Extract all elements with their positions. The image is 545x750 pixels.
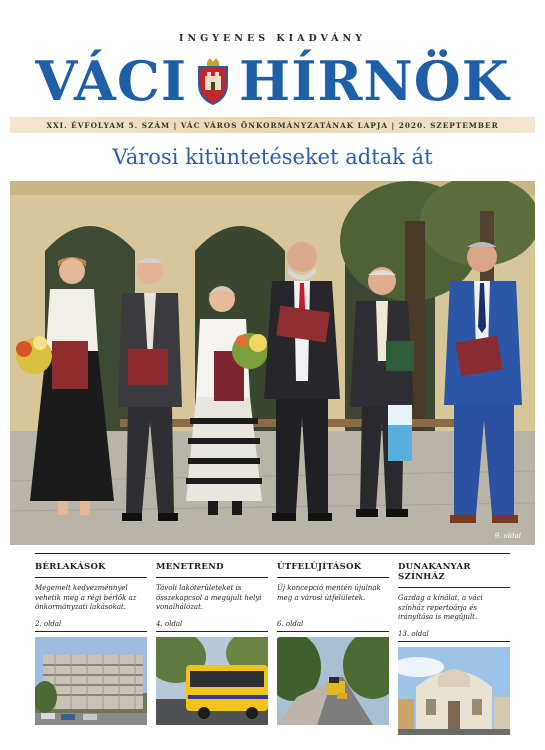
teaser-text: Távoli lakóterületeket is összekapcsol a megújult helyi vonalhálózat.	[156, 584, 262, 611]
issue-line: XXI. ÉVFOLYAM 5. SZÁM | VÁC VÁROS ÖNKORMÁNYZATÁNAK LAPJA | 2020. SZEPTEMBER	[10, 117, 535, 133]
teaser-image-roadworks	[277, 637, 389, 725]
cover-headline: Városi kitüntetéseket adtak át	[112, 145, 433, 169]
photo-page-reference: 9. oldal	[494, 532, 521, 540]
teaser-image-housing	[35, 637, 147, 725]
teaser-title: ÚTFELÚJÍTÁSOK	[277, 554, 389, 578]
teaser-text: Megemelt kedvezménnyel vehetik meg a régi bérlők az önkormányzati lakásokat.	[35, 584, 137, 611]
teaser-text: Gazdag a kínálat, a váci színház repertoárja és irányítása is megújult.	[398, 594, 483, 621]
masthead	[0, 48, 545, 114]
teaser-title: DUNAKANYAR SZÍNHÁZ	[398, 554, 510, 588]
award-ceremony-photo	[10, 181, 535, 545]
teaser-dunakanyar-szinhaz[interactable]	[398, 554, 510, 735]
teaser-utfelujitasok[interactable]	[277, 554, 389, 725]
teaser-page: 13. oldal	[398, 630, 510, 642]
teaser-menetrend[interactable]	[156, 554, 268, 725]
teaser-page: 6. oldal	[277, 620, 389, 632]
teaser-text: Új koncepció mentén újulnak meg a városi útfelületek.	[277, 584, 381, 602]
teaser-page: 4. oldal	[156, 620, 268, 632]
masthead-title-right: HÍRNÖK	[239, 49, 510, 113]
city-crest-icon	[193, 56, 233, 106]
teaser-image-theatre	[398, 647, 510, 735]
teaser-columns	[35, 553, 510, 743]
teaser-title: BÉRLAKÁSOK	[35, 554, 147, 578]
masthead-title-left: VÁCI	[35, 49, 188, 113]
free-publication-kicker: INGYENES KIADVÁNY	[179, 33, 366, 44]
cover-photo	[10, 181, 535, 545]
teaser-title: MENETREND	[156, 554, 268, 578]
teaser-berlakasok[interactable]	[35, 554, 147, 725]
teaser-image-bus	[156, 637, 268, 725]
teaser-page: 2. oldal	[35, 620, 147, 632]
